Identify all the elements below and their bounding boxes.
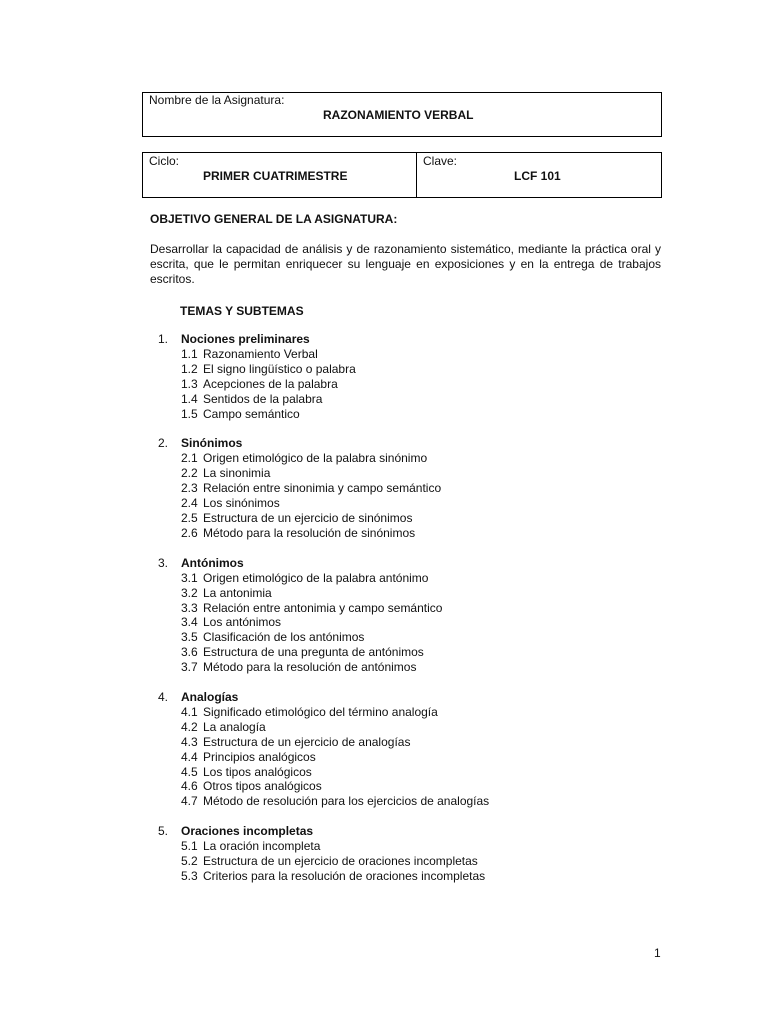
subtopic-text: El signo lingüístico o palabra <box>203 361 356 376</box>
subtopic-item <box>150 407 670 422</box>
subtopic-text: Método para la resolución de antónimos <box>203 660 417 675</box>
subtopic-text: Acepciones de la palabra <box>203 376 338 391</box>
topic-section <box>150 332 670 421</box>
subtopic-number: 4.5 <box>181 764 198 779</box>
subtopic-text: Origen etimológico de la palabra antónimo <box>203 570 429 585</box>
subtopic-number: 1.4 <box>181 391 198 406</box>
subtopic-number: 4.6 <box>181 779 198 794</box>
subtopic-item <box>150 586 670 601</box>
subtopic-text: Principios analógicos <box>203 749 316 764</box>
ciclo-clave-box <box>142 152 662 198</box>
subtopic-text: Relación entre antonimia y campo semántico <box>203 600 443 615</box>
subtopic-number: 4.3 <box>181 734 198 749</box>
subtopic-number: 4.7 <box>181 794 198 809</box>
ciclo-value: PRIMER CUATRIMESTRE <box>203 169 348 183</box>
objetivo-heading: OBJETIVO GENERAL DE LA ASIGNATURA: <box>150 212 398 226</box>
subtopic-number: 5.1 <box>181 839 198 854</box>
subtopic-text: Los antónimos <box>203 615 282 630</box>
subtopic-number: 2.1 <box>181 451 198 466</box>
subtopic-item <box>150 645 670 660</box>
subtopic-number: 4.1 <box>181 705 198 720</box>
subtopic-item <box>150 347 670 362</box>
subtopic-number: 5.2 <box>181 854 198 869</box>
subtopic-number: 2.4 <box>181 496 198 511</box>
subtopic-item <box>150 362 670 377</box>
section-heading <box>150 690 670 705</box>
section-heading <box>150 332 670 347</box>
subtopic-item <box>150 496 670 511</box>
subtopic-item <box>150 854 670 869</box>
section-title: Oraciones incompletas <box>181 824 314 839</box>
subtopic-number: 1.2 <box>181 361 198 376</box>
subtopic-item <box>150 392 670 407</box>
subtopic-number: 2.3 <box>181 481 198 496</box>
subtopic-item <box>150 615 670 630</box>
objetivo-text: Desarrollar la capacidad de análisis y de razonamiento sistemático, mediante la práctica oral y escrita, que le permitan enriquecer su lenguaje en exposiciones y en la entrega de trabajos escritos. <box>150 242 661 286</box>
section-title: Antónimos <box>181 555 244 570</box>
subtopic-number: 2.2 <box>181 466 198 481</box>
subtopic-item <box>150 735 670 750</box>
section-heading <box>150 556 670 571</box>
subtopic-item <box>150 451 670 466</box>
subtopic-item <box>150 720 670 735</box>
topic-section <box>150 436 670 540</box>
subtopic-text: Estructura de un ejercicio de sinónimos <box>203 511 413 526</box>
subtopic-number: 4.4 <box>181 749 198 764</box>
asignatura-value: RAZONAMIENTO VERBAL <box>323 108 474 122</box>
subtopic-item <box>150 765 670 780</box>
subtopic-text: Los tipos analógicos <box>203 764 312 779</box>
section-title: Nociones preliminares <box>181 332 310 346</box>
subtopic-item <box>150 794 670 809</box>
subtopic-number: 3.6 <box>181 645 198 660</box>
subtopic-item <box>150 630 670 645</box>
subtopic-item <box>150 660 670 675</box>
ciclo-label: Ciclo: <box>149 154 180 168</box>
topic-section <box>150 556 670 675</box>
subtopic-item <box>150 705 670 720</box>
cell-divider <box>416 153 417 197</box>
subtopic-item <box>150 511 670 526</box>
section-number: 3. <box>158 555 169 570</box>
subtopic-text: Campo semántico <box>203 406 300 421</box>
subtopic-number: 3.1 <box>181 570 198 585</box>
subtopic-text: Significado etimológico del término analogía <box>203 705 438 720</box>
subtopic-text: Estructura de una pregunta de antónimos <box>203 645 424 660</box>
subtopic-number: 3.5 <box>181 630 198 645</box>
subtopic-item <box>150 601 670 616</box>
subtopic-item <box>150 779 670 794</box>
asignatura-box <box>142 92 662 137</box>
subtopic-item <box>150 750 670 765</box>
subtopic-text: Método para la resolución de sinónimos <box>203 525 416 540</box>
clave-label: Clave: <box>423 154 458 168</box>
page-number: 1 <box>654 946 661 960</box>
subtopic-item <box>150 466 670 481</box>
section-number: 1. <box>158 332 169 346</box>
subtopic-text: Origen etimológico de la palabra sinónimo <box>203 451 428 466</box>
subtopic-number: 1.3 <box>181 376 198 391</box>
asignatura-label: Nombre de la Asignatura: <box>149 93 285 107</box>
subtopic-text: La analogía <box>203 719 266 734</box>
subtopic-number: 3.7 <box>181 660 198 675</box>
subtopic-number: 3.4 <box>181 615 198 630</box>
subtopic-text: La sinonimia <box>203 466 271 481</box>
subtopic-text: Estructura de un ejercicio de oraciones incompletas <box>203 854 478 869</box>
subtopic-item <box>150 377 670 392</box>
subtopic-text: Sentidos de la palabra <box>203 391 323 406</box>
subtopic-number: 2.6 <box>181 525 198 540</box>
section-number: 5. <box>158 824 169 839</box>
section-number: 2. <box>158 436 169 451</box>
section-title: Analogías <box>181 690 239 705</box>
section-title: Sinónimos <box>181 436 243 451</box>
topics-list <box>150 332 670 899</box>
section-number: 4. <box>158 690 169 705</box>
subtopic-text: Relación entre sinonimia y campo semántico <box>203 481 442 496</box>
subtopic-number: 5.3 <box>181 869 198 884</box>
clave-value: LCF 101 <box>514 169 561 183</box>
subtopic-text: Estructura de un ejercicio de analogías <box>203 734 411 749</box>
subtopic-text: La oración incompleta <box>203 839 321 854</box>
subtopic-text: Otros tipos analógicos <box>203 779 322 794</box>
topic-section <box>150 824 670 884</box>
subtopic-text: Clasificación de los antónimos <box>203 630 365 645</box>
subtopic-number: 4.2 <box>181 719 198 734</box>
subtopic-number: 3.3 <box>181 600 198 615</box>
topic-section <box>150 690 670 809</box>
subtopic-number: 1.1 <box>181 347 198 361</box>
subtopic-text: Los sinónimos <box>203 496 280 511</box>
subtopic-item <box>150 526 670 541</box>
subtopic-item <box>150 571 670 586</box>
subtopic-text: Criterios para la resolución de oraciones incompletas <box>203 869 486 884</box>
subtopic-number: 1.5 <box>181 406 198 421</box>
temas-heading: TEMAS Y SUBTEMAS <box>180 304 304 318</box>
subtopic-text: Método de resolución para los ejercicios de analogías <box>203 794 490 809</box>
subtopic-text: Razonamiento Verbal <box>203 347 318 361</box>
subtopic-item <box>150 839 670 854</box>
section-heading <box>150 436 670 451</box>
subtopic-text: La antonimia <box>203 585 272 600</box>
subtopic-item <box>150 869 670 884</box>
subtopic-number: 3.2 <box>181 585 198 600</box>
section-heading <box>150 824 670 839</box>
subtopic-number: 2.5 <box>181 511 198 526</box>
subtopic-item <box>150 481 670 496</box>
